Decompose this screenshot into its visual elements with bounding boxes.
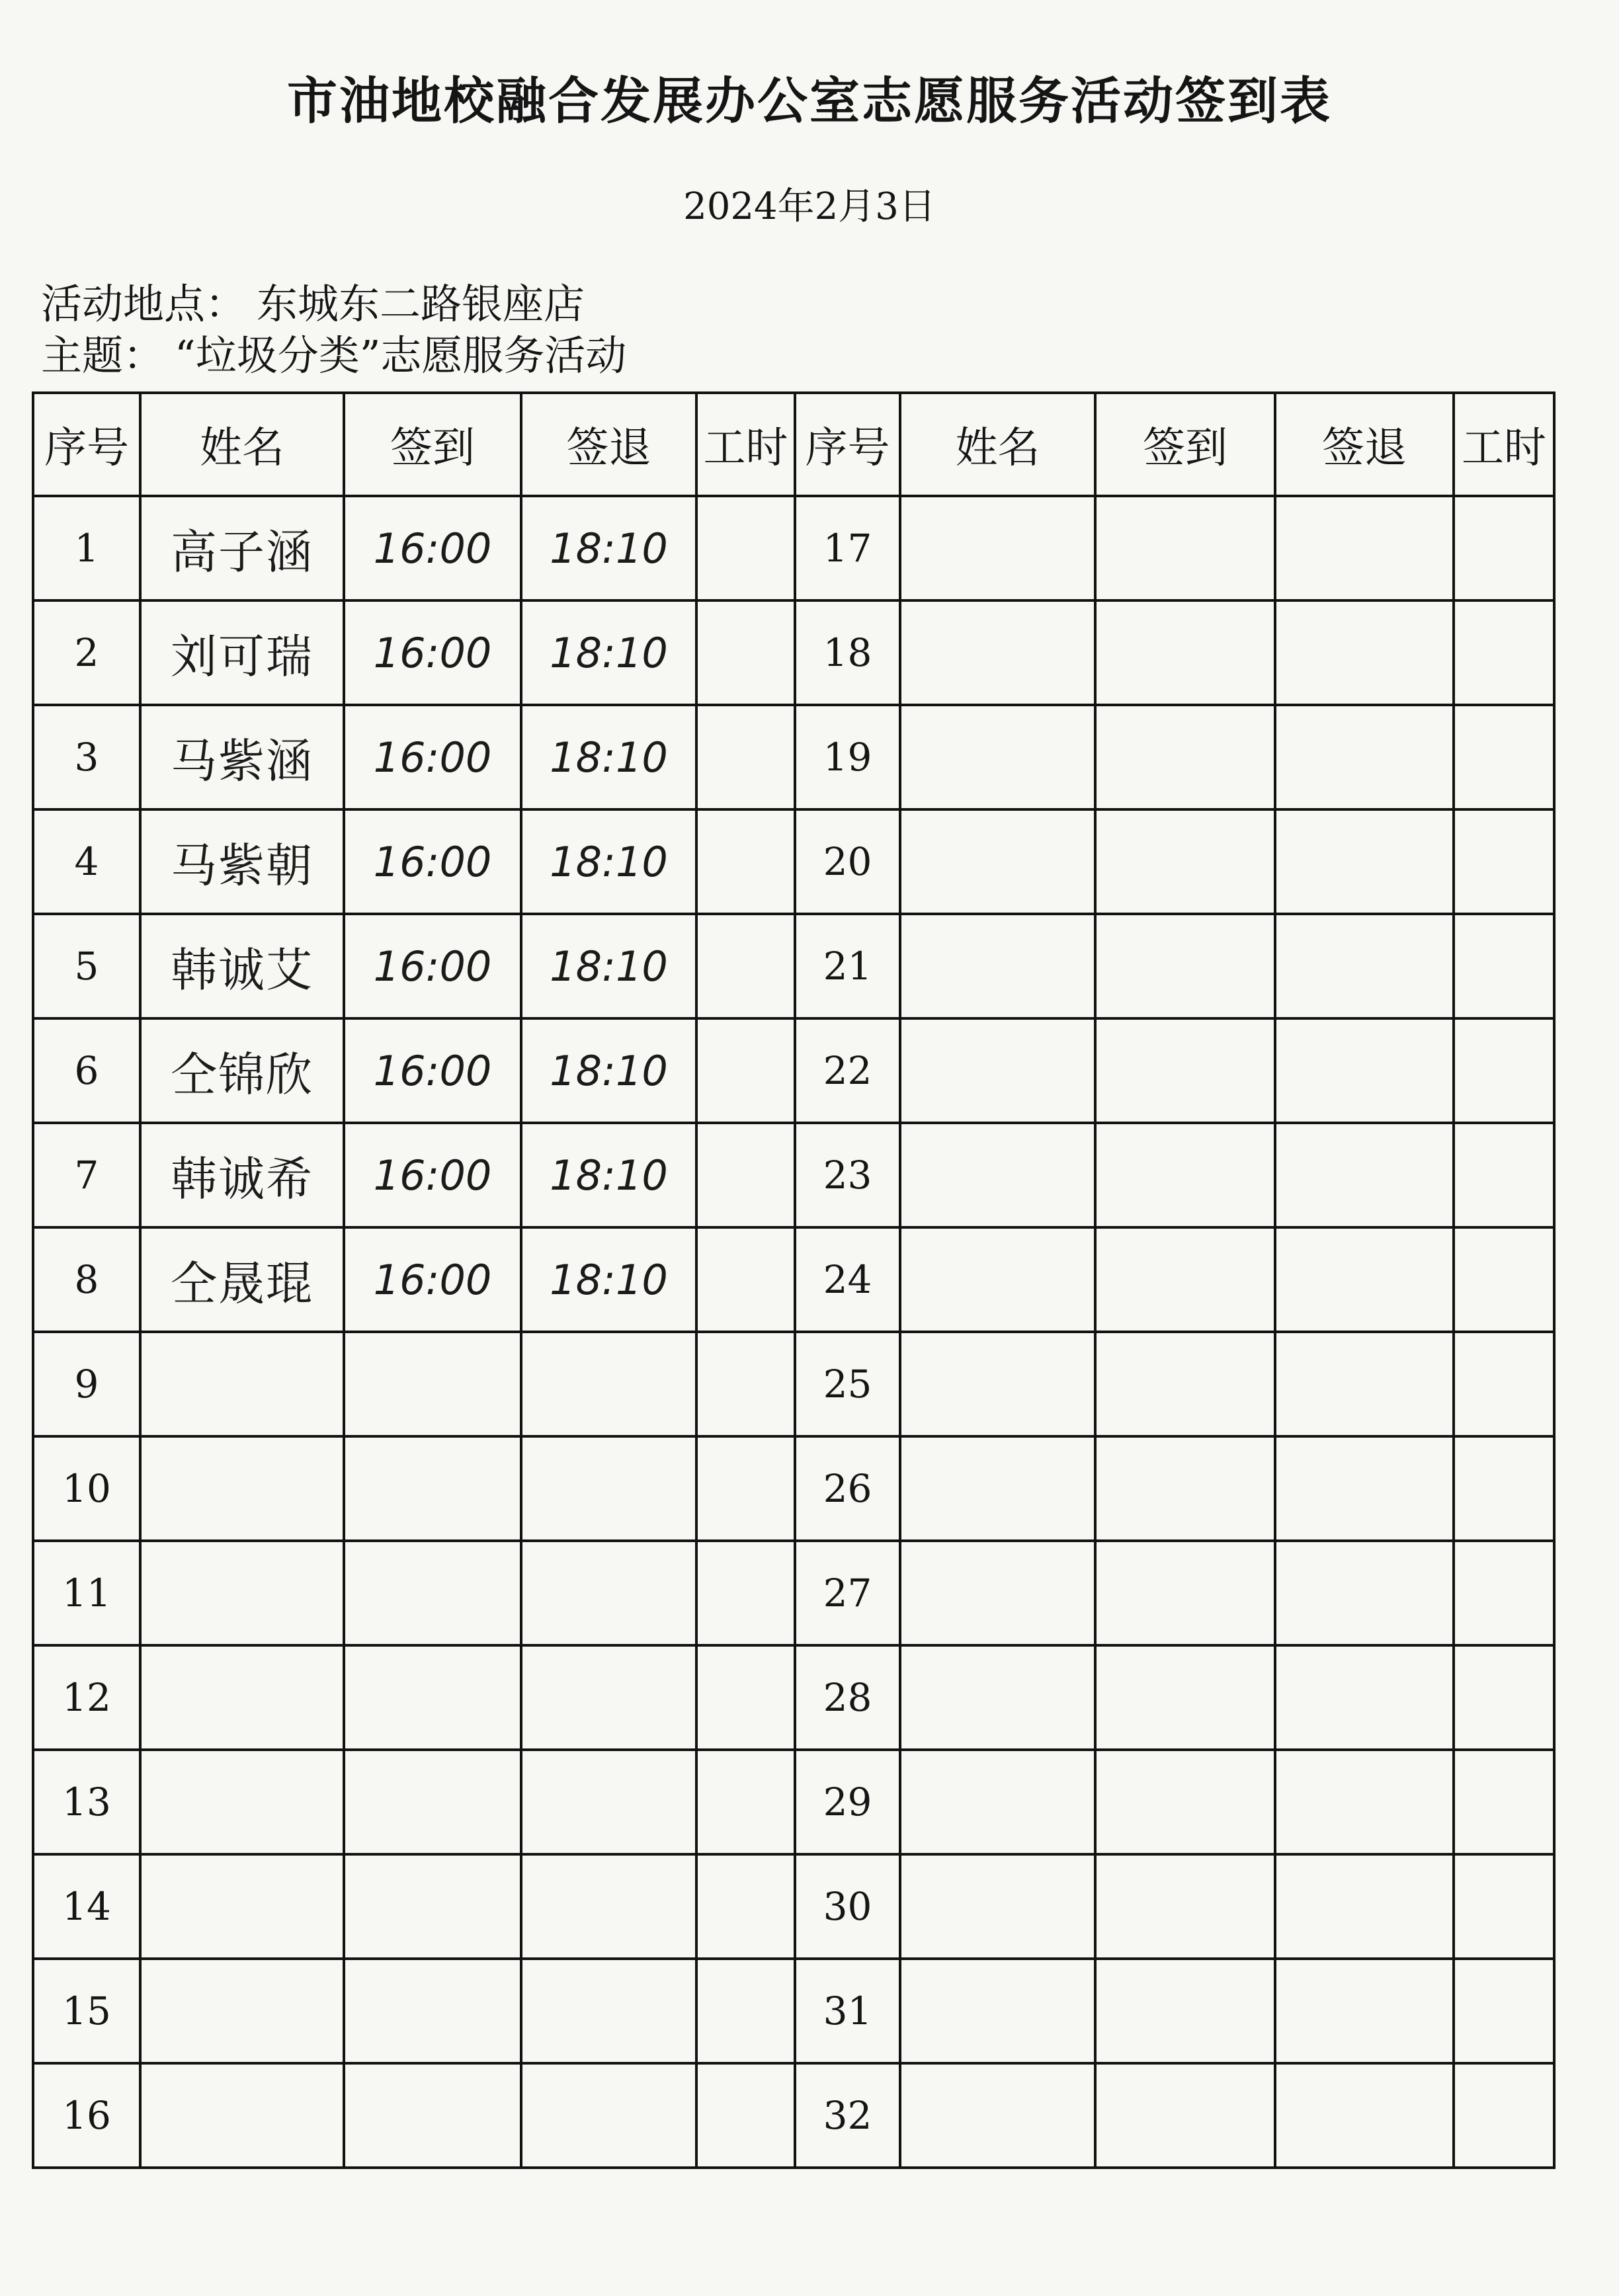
left-sign-out-cell: 18:10 [521, 705, 696, 809]
left-sign-out-cell: 18:10 [521, 914, 696, 1018]
right-hours-cell [1454, 705, 1554, 809]
left-sign-in-cell: 16:00 [344, 600, 521, 705]
left-no-cell: 12 [33, 1645, 140, 1750]
left-sign-in-cell: 16:00 [344, 914, 521, 1018]
header-right-hours: 工时 [1454, 393, 1554, 496]
right-hours-cell [1454, 600, 1554, 705]
left-name-cell [140, 1645, 344, 1750]
right-sign-in-cell [1095, 914, 1275, 1018]
right-sign-in-cell [1095, 600, 1275, 705]
right-hours-cell [1454, 1436, 1554, 1541]
right-no-cell: 31 [795, 1959, 900, 2063]
right-no-cell: 17 [795, 496, 900, 600]
right-hours-cell [1454, 1123, 1554, 1227]
left-sign-out-cell [521, 2063, 696, 2168]
document-date: 2024年2月3日 [683, 185, 936, 228]
left-sign-in-cell: 16:00 [344, 705, 521, 809]
left-sign-out-cell: 18:10 [521, 600, 696, 705]
right-hours-cell [1454, 2063, 1554, 2168]
table-row [33, 1645, 1554, 1750]
left-hours-cell [696, 914, 795, 1018]
left-name-cell [140, 1750, 344, 1854]
left-no-cell: 1 [33, 496, 140, 600]
left-no-cell: 11 [33, 1541, 140, 1645]
header-right-name: 姓名 [900, 393, 1095, 496]
right-sign-in-cell [1095, 1123, 1275, 1227]
right-sign-out-cell [1275, 1750, 1454, 1854]
right-sign-out-cell [1275, 496, 1454, 600]
left-sign-in-cell: 16:00 [344, 809, 521, 914]
right-sign-out-cell [1275, 1123, 1454, 1227]
table-row [33, 1332, 1554, 1436]
sign-in-table [32, 391, 1556, 2169]
right-hours-cell [1454, 1227, 1554, 1332]
activity-location-line [41, 271, 585, 330]
right-hours-cell [1454, 914, 1554, 1018]
left-no-cell: 5 [33, 914, 140, 1018]
right-no-cell: 28 [795, 1645, 900, 1750]
left-no-cell: 8 [33, 1227, 140, 1332]
left-no-cell: 9 [33, 1332, 140, 1436]
left-sign-out-cell: 18:10 [521, 1018, 696, 1123]
left-name-cell: 马紫朝 [140, 809, 344, 914]
left-hours-cell [696, 705, 795, 809]
left-name-cell: 马紫涵 [140, 705, 344, 809]
header-left-name: 姓名 [140, 393, 344, 496]
left-hours-cell [696, 1541, 795, 1645]
right-name-cell [900, 1750, 1095, 1854]
right-hours-cell [1454, 1018, 1554, 1123]
left-no-cell: 16 [33, 2063, 140, 2168]
right-name-cell [900, 1123, 1095, 1227]
table-row [33, 600, 1554, 705]
left-name-cell [140, 1854, 344, 1959]
right-sign-out-cell [1275, 809, 1454, 914]
left-sign-in-cell [344, 1436, 521, 1541]
right-name-cell [900, 705, 1095, 809]
right-name-cell [900, 809, 1095, 914]
left-hours-cell [696, 1018, 795, 1123]
left-hours-cell [696, 1227, 795, 1332]
right-no-cell: 19 [795, 705, 900, 809]
left-sign-out-cell [521, 1332, 696, 1436]
right-name-cell [900, 1854, 1095, 1959]
left-hours-cell [696, 1750, 795, 1854]
right-name-cell [900, 1227, 1095, 1332]
left-name-cell [140, 1959, 344, 2063]
header-left-sign-out: 签退 [521, 393, 696, 496]
left-hours-cell [696, 1436, 795, 1541]
table-row [33, 496, 1554, 600]
left-sign-out-cell: 18:10 [521, 1227, 696, 1332]
right-sign-in-cell [1095, 1541, 1275, 1645]
left-hours-cell [696, 1959, 795, 2063]
table-header-row [33, 393, 1554, 496]
right-name-cell [900, 1436, 1095, 1541]
right-sign-in-cell [1095, 1227, 1275, 1332]
right-hours-cell [1454, 496, 1554, 600]
right-sign-in-cell [1095, 1959, 1275, 2063]
left-sign-in-cell [344, 1959, 521, 2063]
table-row [33, 809, 1554, 914]
right-sign-in-cell [1095, 809, 1275, 914]
table-row [33, 1123, 1554, 1227]
left-no-cell: 14 [33, 1854, 140, 1959]
right-sign-out-cell [1275, 1854, 1454, 1959]
right-name-cell [900, 2063, 1095, 2168]
right-hours-cell [1454, 1750, 1554, 1854]
right-no-cell: 20 [795, 809, 900, 914]
right-sign-in-cell [1095, 1018, 1275, 1123]
right-sign-out-cell [1275, 1332, 1454, 1436]
table-row [33, 1227, 1554, 1332]
table-row [33, 1541, 1554, 1645]
right-name-cell [900, 1018, 1095, 1123]
table-row [33, 1018, 1554, 1123]
right-no-cell: 24 [795, 1227, 900, 1332]
left-sign-out-cell [521, 1750, 696, 1854]
left-no-cell: 4 [33, 809, 140, 914]
left-name-cell: 韩诚希 [140, 1123, 344, 1227]
left-name-cell: 仝晟琨 [140, 1227, 344, 1332]
left-sign-out-cell: 18:10 [521, 496, 696, 600]
left-hours-cell [696, 1123, 795, 1227]
right-hours-cell [1454, 1541, 1554, 1645]
right-sign-in-cell [1095, 2063, 1275, 2168]
document-title: 市油地校融合发展办公室志愿服务活动签到表 [287, 71, 1332, 130]
left-sign-in-cell: 16:00 [344, 496, 521, 600]
left-no-cell: 13 [33, 1750, 140, 1854]
right-name-cell [900, 914, 1095, 1018]
right-sign-in-cell [1095, 1854, 1275, 1959]
activity-theme-line [41, 323, 626, 382]
right-no-cell: 21 [795, 914, 900, 1018]
left-name-cell [140, 1541, 344, 1645]
theme-value: “垃圾分类”志愿服务活动 [175, 331, 627, 380]
left-no-cell: 15 [33, 1959, 140, 2063]
right-sign-out-cell [1275, 1541, 1454, 1645]
header-left-hours: 工时 [696, 393, 795, 496]
right-no-cell: 30 [795, 1854, 900, 1959]
table-row [33, 705, 1554, 809]
table-row [33, 2063, 1554, 2168]
right-no-cell: 18 [795, 600, 900, 705]
right-no-cell: 23 [795, 1123, 900, 1227]
header-left-sign-in: 签到 [344, 393, 521, 496]
left-sign-in-cell [344, 2063, 521, 2168]
right-no-cell: 26 [795, 1436, 900, 1541]
left-hours-cell [696, 2063, 795, 2168]
left-name-cell [140, 1436, 344, 1541]
right-hours-cell [1454, 1645, 1554, 1750]
right-no-cell: 22 [795, 1018, 900, 1123]
right-name-cell [900, 1645, 1095, 1750]
table-row [33, 1750, 1554, 1854]
left-no-cell: 3 [33, 705, 140, 809]
left-name-cell [140, 1332, 344, 1436]
left-hours-cell [696, 496, 795, 600]
right-no-cell: 27 [795, 1541, 900, 1645]
left-no-cell: 10 [33, 1436, 140, 1541]
left-sign-out-cell [521, 1645, 696, 1750]
left-hours-cell [696, 600, 795, 705]
left-hours-cell [696, 1854, 795, 1959]
right-sign-out-cell [1275, 1227, 1454, 1332]
left-sign-out-cell [521, 1854, 696, 1959]
right-name-cell [900, 496, 1095, 600]
left-sign-in-cell [344, 1645, 521, 1750]
left-sign-in-cell: 16:00 [344, 1227, 521, 1332]
right-name-cell [900, 600, 1095, 705]
left-name-cell: 高子涵 [140, 496, 344, 600]
location-label: 活动地点： [41, 280, 247, 328]
right-sign-out-cell [1275, 600, 1454, 705]
right-no-cell: 25 [795, 1332, 900, 1436]
left-hours-cell [696, 1645, 795, 1750]
right-hours-cell [1454, 809, 1554, 914]
header-right-no: 序号 [795, 393, 900, 496]
right-name-cell [900, 1541, 1095, 1645]
location-value: 东城东二路银座店 [257, 280, 585, 328]
left-sign-in-cell [344, 1854, 521, 1959]
header-right-sign-in: 签到 [1095, 393, 1275, 496]
right-sign-in-cell [1095, 1750, 1275, 1854]
right-sign-out-cell [1275, 2063, 1454, 2168]
left-sign-in-cell: 16:00 [344, 1123, 521, 1227]
left-name-cell: 仝锦欣 [140, 1018, 344, 1123]
right-sign-out-cell [1275, 705, 1454, 809]
right-sign-in-cell [1095, 705, 1275, 809]
left-sign-out-cell [521, 1541, 696, 1645]
left-sign-out-cell [521, 1959, 696, 2063]
left-name-cell: 刘可瑞 [140, 600, 344, 705]
left-sign-in-cell: 16:00 [344, 1018, 521, 1123]
right-name-cell [900, 1959, 1095, 2063]
right-no-cell: 29 [795, 1750, 900, 1854]
table-row [33, 1436, 1554, 1541]
left-no-cell: 2 [33, 600, 140, 705]
header-right-sign-out: 签退 [1275, 393, 1454, 496]
left-hours-cell [696, 1332, 795, 1436]
left-no-cell: 7 [33, 1123, 140, 1227]
right-sign-out-cell [1275, 1436, 1454, 1541]
left-hours-cell [696, 809, 795, 914]
left-sign-out-cell: 18:10 [521, 1123, 696, 1227]
left-sign-in-cell [344, 1541, 521, 1645]
right-hours-cell [1454, 1854, 1554, 1959]
right-sign-out-cell [1275, 1959, 1454, 2063]
table-row [33, 1854, 1554, 1959]
left-sign-in-cell [344, 1332, 521, 1436]
header-left-no: 序号 [33, 393, 140, 496]
left-sign-out-cell: 18:10 [521, 809, 696, 914]
table-body [33, 496, 1554, 2168]
right-sign-in-cell [1095, 1645, 1275, 1750]
right-hours-cell [1454, 1959, 1554, 2063]
right-sign-out-cell [1275, 914, 1454, 1018]
right-sign-out-cell [1275, 1018, 1454, 1123]
right-sign-in-cell [1095, 1436, 1275, 1541]
right-no-cell: 32 [795, 2063, 900, 2168]
table-row [33, 914, 1554, 1018]
left-sign-in-cell [344, 1750, 521, 1854]
left-no-cell: 6 [33, 1018, 140, 1123]
right-name-cell [900, 1332, 1095, 1436]
left-sign-out-cell [521, 1436, 696, 1541]
right-sign-in-cell [1095, 1332, 1275, 1436]
left-name-cell [140, 2063, 344, 2168]
left-name-cell: 韩诚艾 [140, 914, 344, 1018]
theme-label: 主题： [41, 331, 165, 380]
right-sign-out-cell [1275, 1645, 1454, 1750]
right-hours-cell [1454, 1332, 1554, 1436]
table-row [33, 1959, 1554, 2063]
right-sign-in-cell [1095, 496, 1275, 600]
